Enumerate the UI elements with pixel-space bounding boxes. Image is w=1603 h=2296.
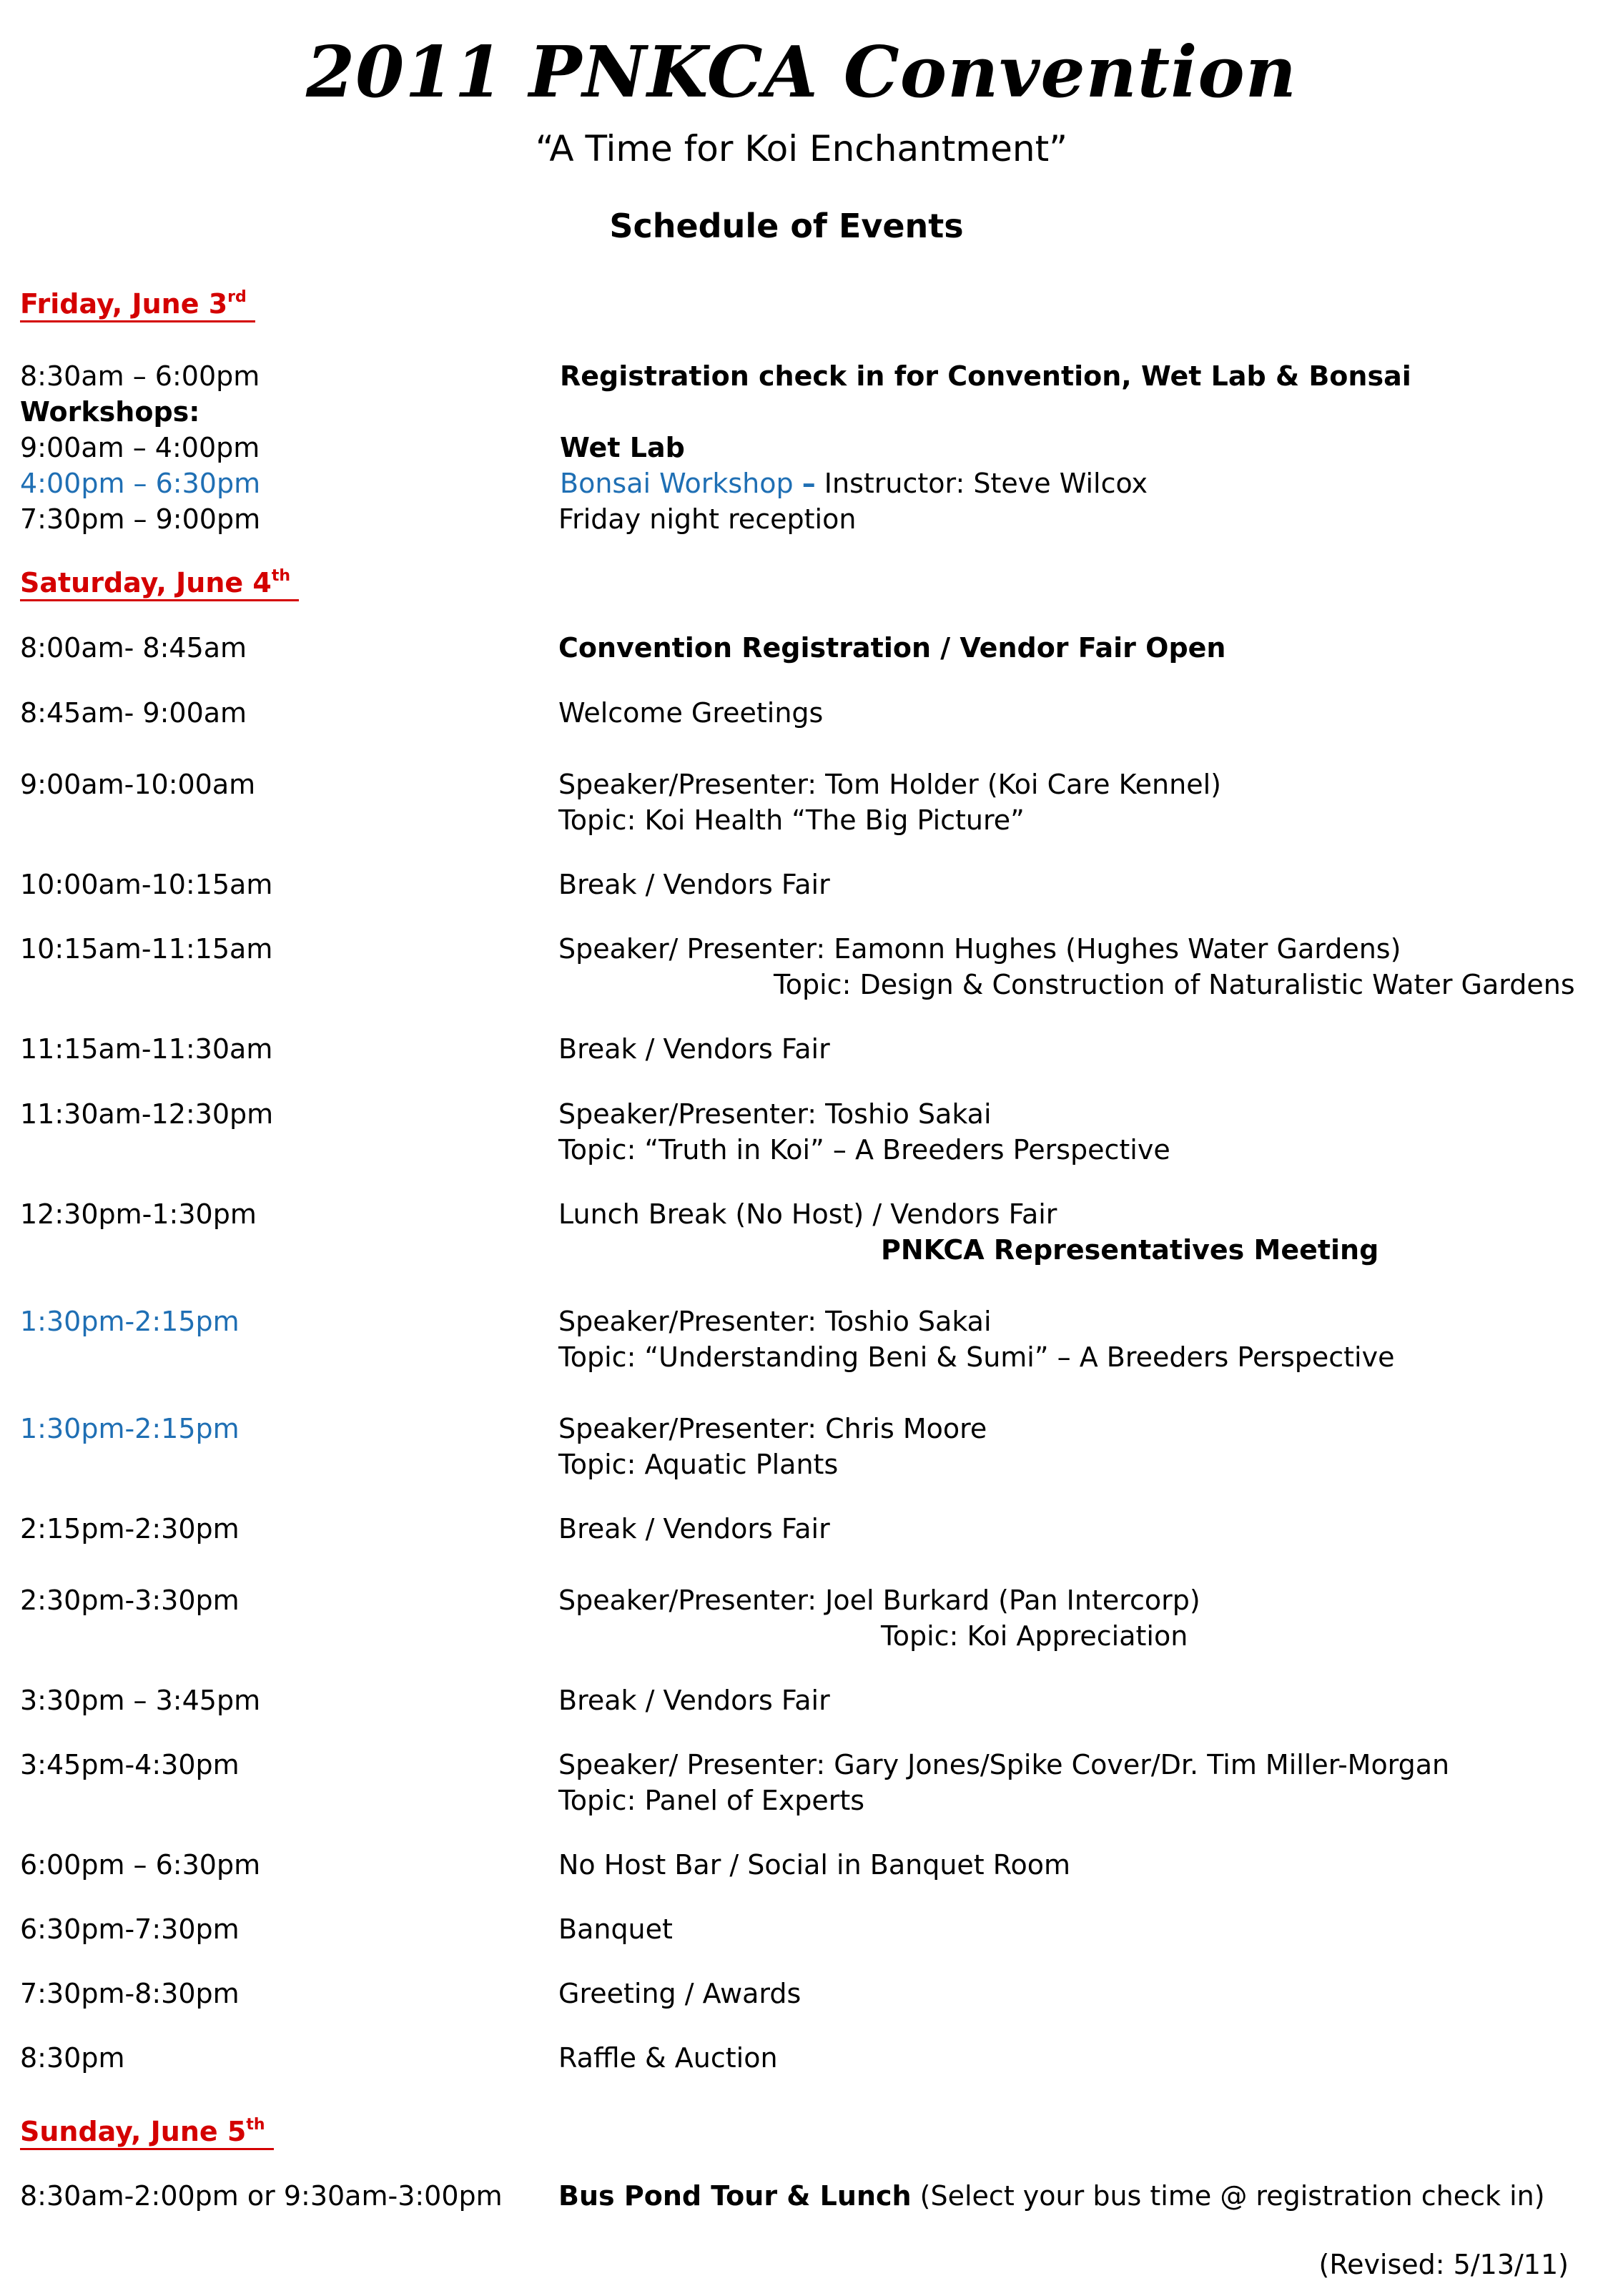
bonsai-dash: –	[802, 468, 816, 499]
event-time: 7:30pm – 9:00pm	[20, 503, 261, 535]
day-heading-sunday: Sunday, June 5th	[20, 2115, 274, 2150]
event-description: Speaker/ Presenter: Gary Jones/Spike Cover/Dr. Tim Miller-Morgan	[558, 1749, 1450, 1780]
event-description: Greeting / Awards	[558, 1978, 802, 2009]
event-description: Registration check in for Convention, Wet Lab & Bonsai	[560, 360, 1411, 392]
event-time: 1:30pm-2:15pm	[20, 1306, 240, 1337]
schedule-heading: Schedule of Events	[609, 207, 964, 245]
event-description: Speaker/Presenter: Toshio Sakai	[558, 1098, 992, 1130]
revised-date: (Revised: 5/13/11)	[1318, 2249, 1569, 2280]
bonsai-workshop-label: Bonsai Workshop	[560, 468, 794, 499]
day-heading-saturday: Saturday, June 4th	[20, 566, 299, 601]
page-title: 2011 PNKCA Convention	[305, 31, 1298, 114]
event-time: 11:30am-12:30pm	[20, 1098, 274, 1130]
event-subnote: PNKCA Representatives Meeting	[881, 1234, 1379, 1266]
event-description: Speaker/Presenter: Chris Moore	[558, 1413, 987, 1444]
event-description: Break / Vendors Fair	[558, 1033, 830, 1065]
event-time: 4:00pm – 6:30pm	[20, 468, 261, 499]
event-description: Break / Vendors Fair	[558, 869, 830, 900]
event-description: Convention Registration / Vendor Fair Open	[558, 632, 1226, 664]
event-time: 8:30pm	[20, 2042, 125, 2074]
event-time: 9:00am-10:00am	[20, 769, 256, 800]
event-description	[558, 2179, 1545, 2212]
event-time: 8:00am- 8:45am	[20, 632, 247, 664]
event-description: Wet Lab	[560, 432, 685, 463]
event-time: 6:00pm – 6:30pm	[20, 1849, 261, 1881]
event-description: Speaker/Presenter: Toshio Sakai	[558, 1306, 992, 1337]
event-time: 8:45am- 9:00am	[20, 697, 247, 729]
event-description: Banquet	[558, 1913, 673, 1945]
event-topic: Topic: “Understanding Beni & Sumi” – A Breeders Perspective	[558, 1341, 1395, 1373]
event-description: No Host Bar / Social in Banquet Room	[558, 1849, 1070, 1881]
event-topic: Topic: Koi Appreciation	[881, 1620, 1188, 1652]
event-time: 3:30pm – 3:45pm	[20, 1685, 261, 1716]
bus-tour-note: (Select your bus time @ registration check in)	[919, 2180, 1545, 2212]
event-description: Speaker/Presenter: Tom Holder (Koi Care Kennel)	[558, 769, 1221, 800]
event-description: Friday night reception	[558, 503, 857, 535]
event-time: 10:00am-10:15am	[20, 869, 273, 900]
event-description: Break / Vendors Fair	[558, 1685, 830, 1716]
event-description: Welcome Greetings	[558, 697, 824, 729]
event-topic: Topic: Koi Health “The Big Picture”	[558, 804, 1025, 836]
event-description	[560, 467, 1148, 500]
event-description: Lunch Break (No Host) / Vendors Fair	[558, 1198, 1057, 1230]
event-time: 8:30am – 6:00pm	[20, 360, 260, 392]
bus-tour-label: Bus Pond Tour & Lunch	[558, 2180, 912, 2212]
workshops-label: Workshops:	[20, 396, 200, 428]
event-topic: Topic: “Truth in Koi” – A Breeders Perspective	[558, 1134, 1170, 1166]
event-topic: Topic: Design & Construction of Naturalistic Water Gardens	[774, 969, 1575, 1000]
event-description: Speaker/Presenter: Joel Burkard (Pan Intercorp)	[558, 1585, 1200, 1616]
bonsai-instructor: Instructor: Steve Wilcox	[824, 468, 1148, 499]
event-time: 9:00am – 4:00pm	[20, 432, 260, 463]
event-time: 8:30am-2:00pm or 9:30am-3:00pm	[20, 2180, 503, 2212]
event-time: 2:30pm-3:30pm	[20, 1585, 240, 1616]
event-time: 3:45pm-4:30pm	[20, 1749, 240, 1780]
event-time: 1:30pm-2:15pm	[20, 1413, 240, 1444]
event-time: 7:30pm-8:30pm	[20, 1978, 240, 2009]
event-time: 10:15am-11:15am	[20, 933, 273, 965]
page-subtitle: “A Time for Koi Enchantment”	[535, 128, 1068, 169]
event-topic: Topic: Panel of Experts	[558, 1785, 865, 1816]
event-time: 12:30pm-1:30pm	[20, 1198, 257, 1230]
event-time: 11:15am-11:30am	[20, 1033, 273, 1065]
event-description: Speaker/ Presenter: Eamonn Hughes (Hughes Water Gardens)	[558, 933, 1401, 965]
event-description: Break / Vendors Fair	[558, 1513, 830, 1544]
event-time: 6:30pm-7:30pm	[20, 1913, 240, 1945]
day-heading-friday: Friday, June 3rd	[20, 287, 255, 322]
event-topic: Topic: Aquatic Plants	[558, 1449, 839, 1480]
event-description: Raffle & Auction	[558, 2042, 778, 2074]
event-time: 2:15pm-2:30pm	[20, 1513, 240, 1544]
